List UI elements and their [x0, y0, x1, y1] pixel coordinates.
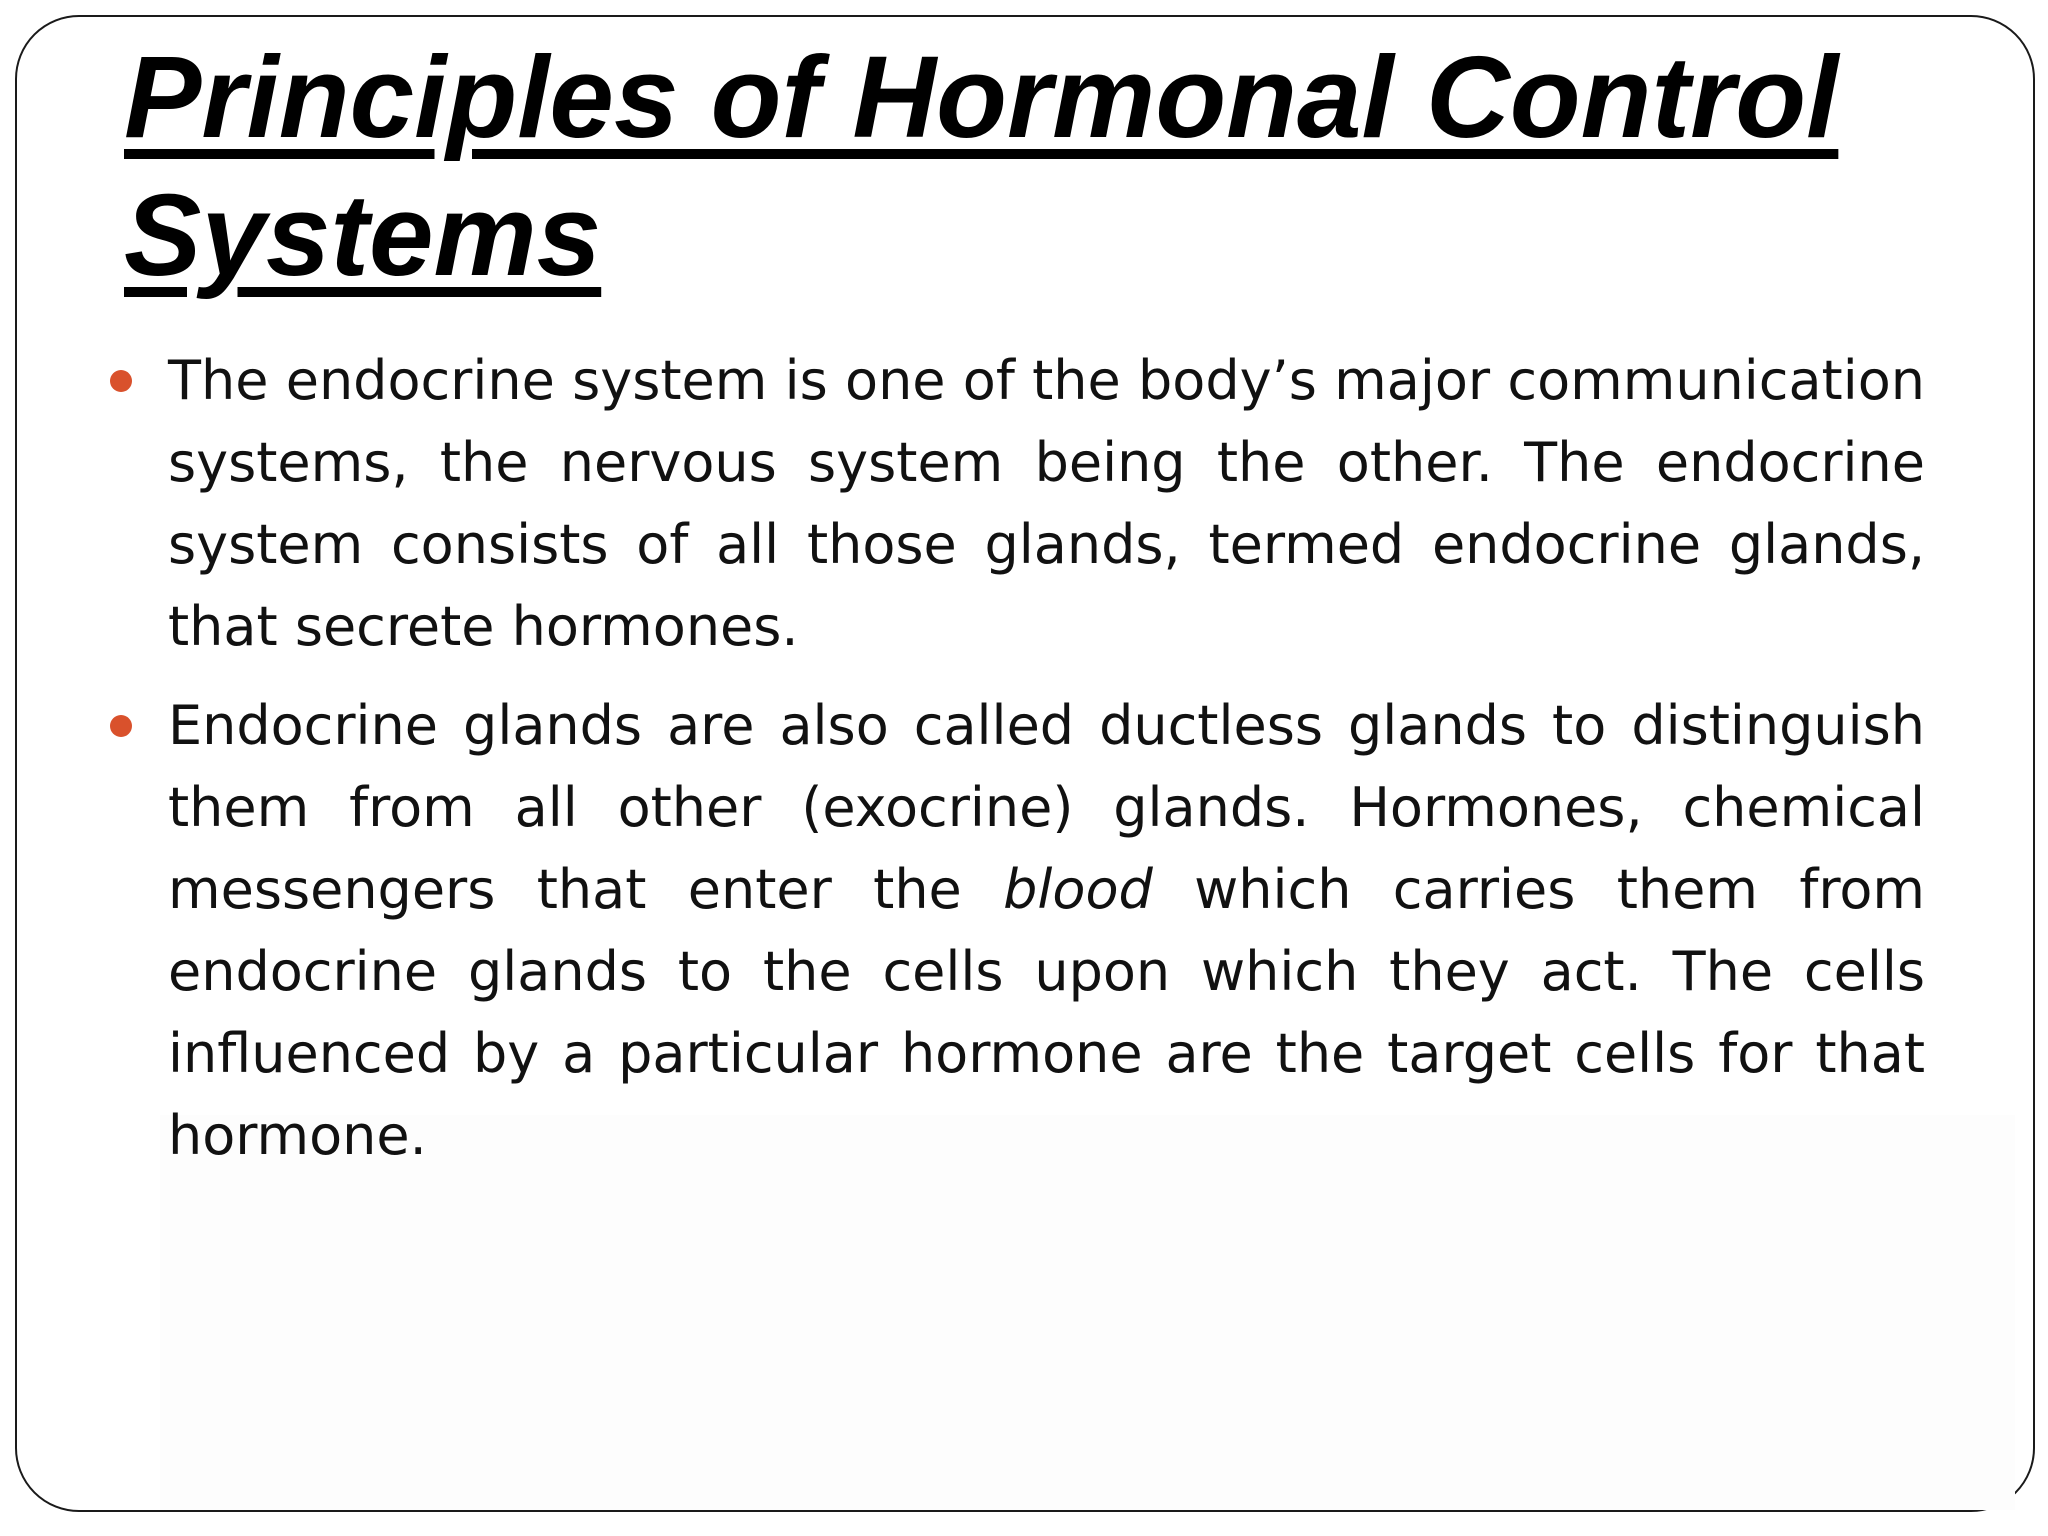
list-item — [168, 340, 1925, 668]
bullet-text-part: Endocrine glands are also called ductless glands to distinguish them from all other (exocrine) glands. Hormones, chemical messengers that enter the — [168, 694, 1925, 921]
bullet-text-part: which carries them from endocrine glands to the cells upon which they act. The cells influenced by a particular hormone are the target cells for that hormone. — [168, 858, 1925, 1167]
bullet-dot-icon — [110, 370, 132, 392]
bullet-list — [168, 340, 1925, 1194]
list-item — [168, 685, 1925, 1177]
bullet-emphasis: blood — [1003, 858, 1153, 921]
slide-title: Principles of Hormonal Control Systems — [124, 32, 1839, 300]
bullet-text: The endocrine system is one of the body’s major communication systems, the nervous system being the other. The endocrine system consists of all those glands, termed endocrine glands, that secrete hormones. — [168, 349, 1925, 658]
bullet-dot-icon — [110, 715, 132, 737]
